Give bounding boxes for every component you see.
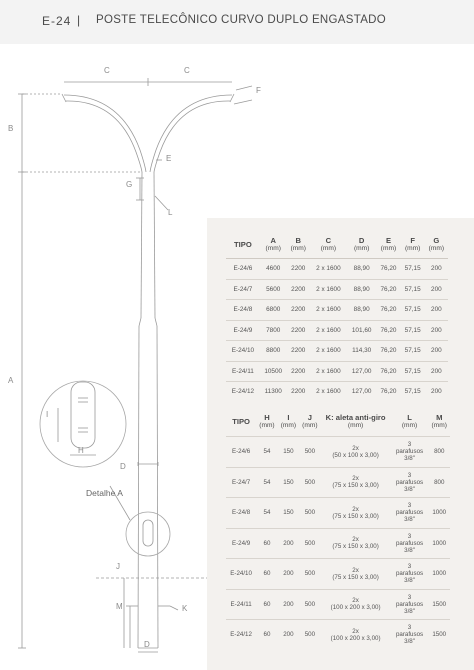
right-arm bbox=[150, 95, 232, 172]
table-row: E-24/8 6800 2200 2 x 1600 88,90 76,20 57,15 200 bbox=[226, 300, 448, 321]
table-row: E-24/11 60 200 500 2x (100 x 200 x 3,00) 3 parafusos 3/8" 1500 bbox=[226, 589, 450, 620]
dim-label-i: I bbox=[46, 410, 49, 419]
dim-label-a: A bbox=[8, 376, 14, 385]
col-header: H (mm) bbox=[259, 413, 275, 429]
dim-label-e: E bbox=[166, 154, 172, 163]
table-header-row bbox=[226, 408, 450, 437]
col-header: TIPO bbox=[232, 417, 250, 426]
col-header: F (mm) bbox=[401, 232, 425, 259]
left-arm-inner bbox=[66, 101, 142, 172]
table-row: E-24/9 60 200 500 2x (75 x 150 x 3,00) 3 parafusos 3/8" 1000 bbox=[226, 528, 450, 559]
dim-label-d-lower: D bbox=[144, 640, 150, 649]
dim-label-g: G bbox=[126, 180, 133, 189]
left-arm bbox=[64, 95, 146, 172]
dim-label-h: H bbox=[78, 446, 84, 455]
dim-label-b: B bbox=[8, 124, 14, 133]
dim-label-d-upper: D bbox=[120, 462, 126, 471]
table-row: E-24/6 4600 2200 2 x 1600 88,90 76,20 57,15 200 bbox=[226, 259, 448, 280]
dim-label-k: K bbox=[182, 604, 188, 613]
dim-label-m: M bbox=[116, 602, 123, 611]
dim-label-c-left: C bbox=[104, 66, 110, 75]
detail-a-label: Detalhe A bbox=[86, 488, 123, 498]
table-row: E-24/7 54 150 500 2x (75 x 150 x 3,00) 3 parafusos 3/8" 800 bbox=[226, 467, 450, 498]
col-header: K: aleta anti-giro (mm) bbox=[325, 413, 386, 429]
table-row: E-24/10 8800 2200 2 x 1600 114,30 76,20 57,15 200 bbox=[226, 341, 448, 362]
col-header: B (mm) bbox=[287, 232, 310, 259]
table-row: E-24/8 54 150 500 2x (75 x 150 x 3,00) 3 parafusos 3/8" 1000 bbox=[226, 498, 450, 529]
col-header: J (mm) bbox=[302, 413, 318, 429]
col-header: E (mm) bbox=[376, 232, 400, 259]
table-row: E-24/6 54 150 500 2x (50 x 100 x 3,00) 3 parafusos 3/8" 800 bbox=[226, 437, 450, 468]
col-header: D (mm) bbox=[347, 232, 377, 259]
dim-label-j: J bbox=[116, 562, 120, 571]
col-header: L (mm) bbox=[401, 413, 418, 429]
product-code: E-24 bbox=[42, 14, 72, 28]
table-row: E-24/7 5600 2200 2 x 1600 88,90 76,20 57,15 200 bbox=[226, 279, 448, 300]
title-separator: | bbox=[77, 13, 81, 27]
col-header: C (mm) bbox=[310, 232, 347, 259]
table-row: E-24/11 10500 2200 2 x 1600 127,00 76,20 57,15 200 bbox=[226, 361, 448, 382]
dim-label-l: L bbox=[168, 208, 173, 217]
dim-label-f: F bbox=[256, 86, 261, 95]
dimensions-table bbox=[226, 232, 448, 402]
product-title: POSTE TELECÔNICO CURVO DUPLO ENGASTADO bbox=[96, 14, 387, 26]
table-row: E-24/10 60 200 500 2x (75 x 150 x 3,00) 3 parafusos 3/8" 1000 bbox=[226, 559, 450, 590]
col-header: TIPO bbox=[226, 232, 260, 259]
col-header: G (mm) bbox=[425, 232, 448, 259]
col-header: M (mm) bbox=[431, 413, 447, 429]
dim-label-c-right: C bbox=[184, 66, 190, 75]
table-row: E-24/12 11300 2200 2 x 1600 127,00 76,20 57,15 200 bbox=[226, 382, 448, 402]
col-header: A (mm) bbox=[260, 232, 287, 259]
table-row: E-24/12 60 200 500 2x (100 x 200 x 3,00) 3 parafusos 3/8" 1500 bbox=[226, 620, 450, 650]
mounting-table bbox=[226, 408, 450, 650]
col-header: I (mm) bbox=[280, 413, 297, 429]
table-row: E-24/9 7800 2200 2 x 1600 101,60 76,20 57,15 200 bbox=[226, 320, 448, 341]
table-header-row bbox=[226, 232, 448, 259]
